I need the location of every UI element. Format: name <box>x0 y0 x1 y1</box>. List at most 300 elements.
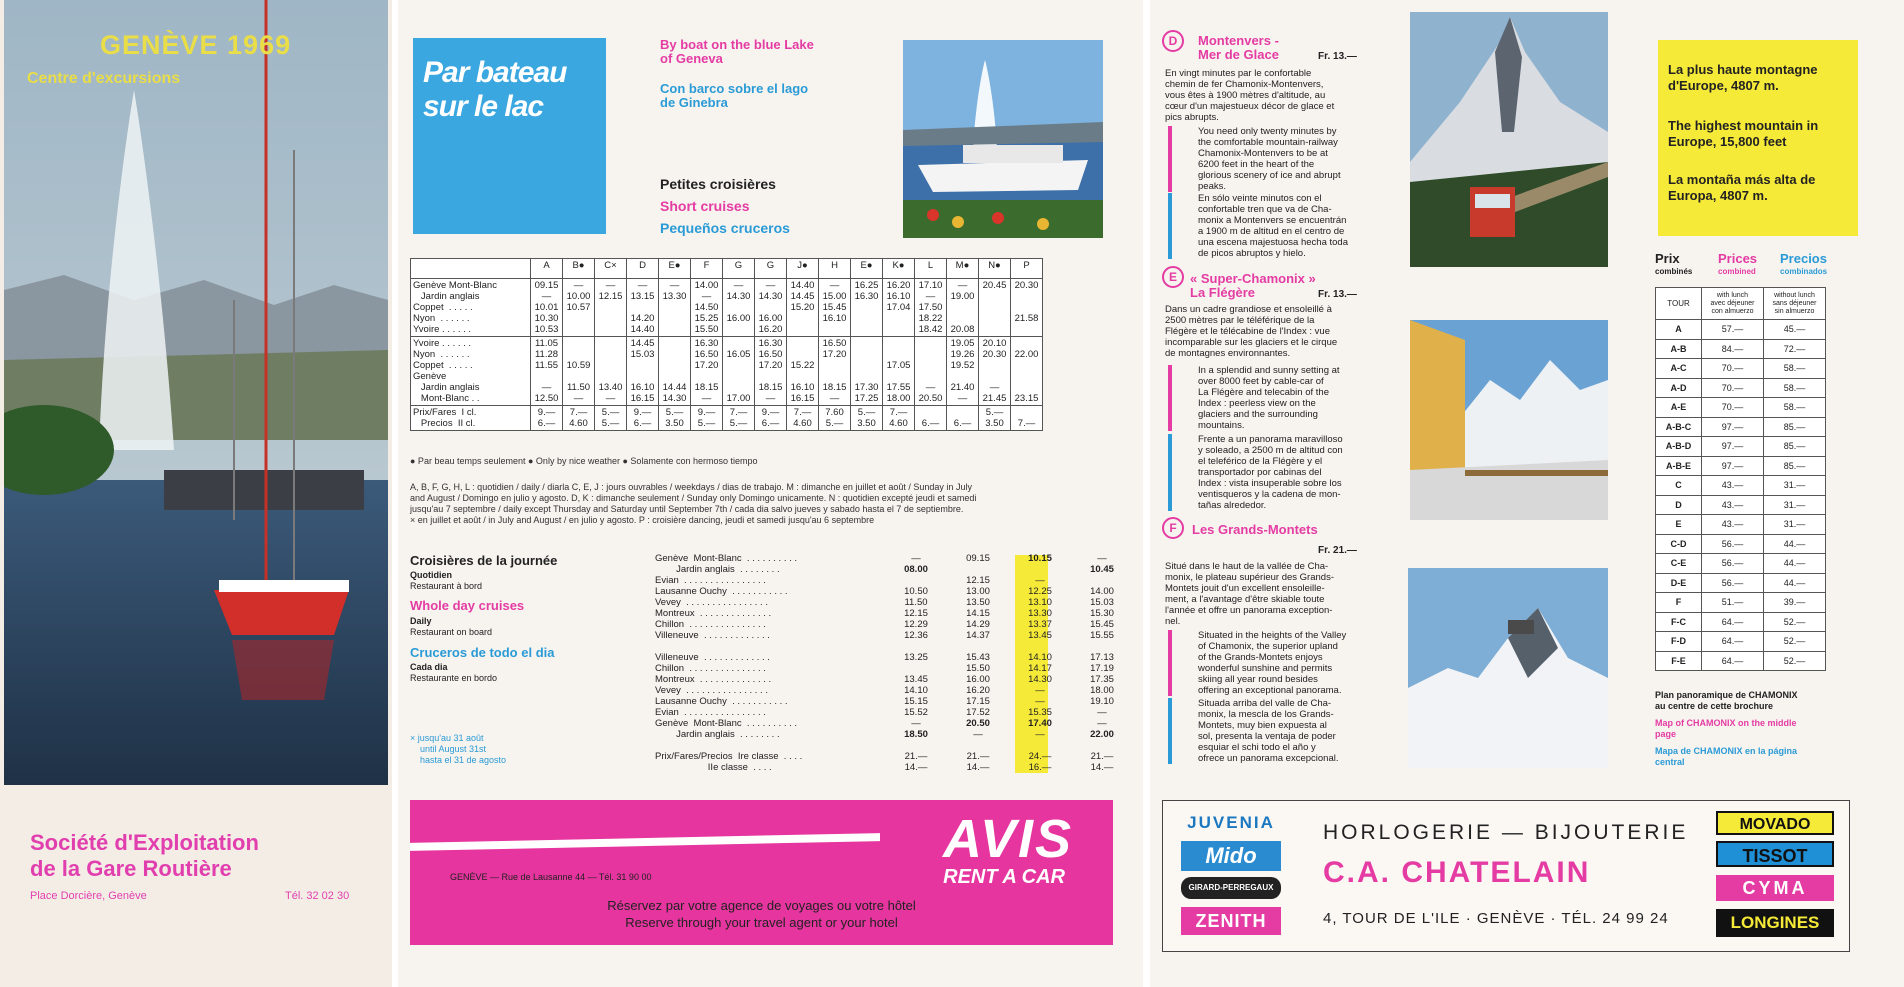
day-footnote-1: × jusqu'au 31 août <box>410 733 484 743</box>
tour-code: A-B <box>1656 339 1702 359</box>
table-row <box>655 586 1133 597</box>
time-cell: 15.43 <box>966 652 990 663</box>
table-cell: 7.60 5.— <box>819 406 851 431</box>
mont-blanc-fr: La plus haute montagne d'Europe, 4807 m. <box>1668 62 1818 93</box>
time-cell: 21.— <box>904 751 928 762</box>
stop-name: IIe classe . . . . <box>655 762 772 773</box>
brand-juvenia: JUVENIA <box>1187 813 1275 832</box>
table-row <box>411 406 1043 431</box>
time-cell: 13.45 <box>1028 630 1052 641</box>
boat-title-line-2: sur le lac <box>423 90 544 123</box>
montenvers-train-photo <box>1410 12 1608 267</box>
excursion-e-text-es: Frente a un panorama maravilloso y soleado, a 2500 m de altitud con el teleférico de la Flégère y el transportador por cabinas del Index : vista insuperable sobre los ventisqueros y la cadena de mon- tañas alrededor. <box>1198 434 1343 511</box>
table-cell: 7.— 4.60 <box>563 406 595 431</box>
price-with-lunch: 56.— <box>1702 573 1764 593</box>
tour-code: A-B-D <box>1656 437 1702 457</box>
stop-name: Jardin anglais . . . . . . . . <box>655 729 780 740</box>
table-row <box>1656 554 1826 574</box>
day-cruise-sub-es-1: Cada dia <box>410 662 448 672</box>
time-cell: 13.37 <box>1028 619 1052 630</box>
time-cell: 17.52 <box>966 707 990 718</box>
time-cell: — <box>911 718 921 729</box>
brand-girard-perregaux: GIRARD-PERREGAUX <box>1181 877 1281 899</box>
day-cruise-sub-es-2: Restaurante en bordo <box>410 673 498 683</box>
short-cruise-table <box>410 258 1043 431</box>
table-header: with lunch avec déjeuner con almuerzo <box>1702 288 1764 320</box>
day-cruise-sub-fr-1: Quotidien <box>410 570 452 580</box>
table-row <box>1656 534 1826 554</box>
day-cruise-sub-fr-2: Restaurant à bord <box>410 581 483 591</box>
day-cruise-title-es: Cruceros de todo el dia <box>410 645 555 660</box>
time-cell: 15.03 <box>1090 597 1114 608</box>
table-cell: — 13.30 <box>659 279 691 337</box>
table-header-row <box>411 259 1043 279</box>
es-marker-bar <box>1168 434 1172 511</box>
tour-code: F-C <box>1656 612 1702 632</box>
price-with-lunch: 70.— <box>1702 359 1764 379</box>
excursion-f-title: Les Grands-Montets <box>1192 522 1318 537</box>
stop-name: Lausanne Ouchy . . . . . . . . . . . <box>655 696 788 707</box>
tour-code: C <box>1656 476 1702 496</box>
table-cell: 14.00 — 14.50 15.25 15.50 <box>691 279 723 337</box>
table-header: D <box>627 259 659 279</box>
table-row <box>655 674 1133 685</box>
table-row <box>1656 651 1826 671</box>
price-with-lunch: 43.— <box>1702 476 1764 496</box>
table-cell: 7.— 5.— <box>723 406 755 431</box>
prices-heading-en: Prices <box>1718 251 1758 266</box>
price-with-lunch: 64.— <box>1702 612 1764 632</box>
table-cell: — 14.30 16.00 <box>723 279 755 337</box>
chamonix-panel <box>1150 0 1904 987</box>
table-header: N● <box>979 259 1011 279</box>
table-header: TOUR <box>1656 288 1702 320</box>
es-marker-bar <box>1168 193 1172 259</box>
time-cell <box>885 663 947 674</box>
stop-name: Genève Mont-Blanc . . . . . . . . . . <box>655 553 798 564</box>
map-note-en-2: page <box>1655 729 1677 739</box>
avis-line-fr: Réservez par votre agence de voyages ou votre hôtel <box>607 898 916 913</box>
table-header-row <box>1656 288 1826 320</box>
time-cell: — <box>1035 729 1045 740</box>
price-with-lunch: 64.— <box>1702 632 1764 652</box>
cover-address: Place Dorcière, Genève <box>30 890 147 902</box>
boat-title-line-1: Par bateau <box>423 56 567 89</box>
price-without-lunch: 58.— <box>1764 359 1826 379</box>
table-row <box>655 729 1133 740</box>
day-footnote-3: hasta el 31 de agosto <box>420 755 507 765</box>
stop-name: Chillon . . . . . . . . . . . . . . . <box>655 663 766 674</box>
avis-advert <box>410 800 1113 945</box>
price-with-lunch: 56.— <box>1702 554 1764 574</box>
excursion-d-text-es: En sólo veinte minutos con el confortable tren que va de Cha- monix a Montenvers se encuentrán a 1900 m de altitud en el centro de una escena majestuosa hecha toda de picos abruptos y hielo. <box>1198 193 1348 259</box>
time-cell: 09.15 <box>966 553 990 564</box>
time-cell <box>885 740 947 751</box>
table-cell: 16.05 17.00 <box>723 337 755 406</box>
time-cell: — <box>1097 553 1107 564</box>
table-row <box>655 751 1133 762</box>
time-cell: 21.— <box>1090 751 1114 762</box>
map-note-fr-2: au centre de cette brochure <box>1655 701 1774 711</box>
table-header: B● <box>563 259 595 279</box>
time-cell: 14.17 <box>1028 663 1052 674</box>
time-cell: 17.40 <box>1028 718 1052 729</box>
price-without-lunch: 72.— <box>1764 339 1826 359</box>
time-cell: 15.50 <box>966 663 990 674</box>
tour-code: A-E <box>1656 398 1702 418</box>
stop-name: Chillon . . . . . . . . . . . . . . . <box>655 619 766 630</box>
day-cruise-title-en: Whole day cruises <box>410 598 525 613</box>
table-cell: 9.— 6.— <box>531 406 563 431</box>
es-marker-bar <box>1168 698 1172 764</box>
tour-code: A <box>1656 320 1702 340</box>
price-without-lunch: 85.— <box>1764 456 1826 476</box>
time-cell: 12.25 <box>1028 586 1052 597</box>
table-cell: 5.— 5.— <box>595 406 627 431</box>
table-row <box>655 619 1133 630</box>
tour-code: A-B-E <box>1656 456 1702 476</box>
stops-outbound: Genève Mont-Blanc Jardin anglais Coppet . . . . . Nyon . . . . . . Yvoire . . . . . . <box>411 279 531 337</box>
time-cell: 15.30 <box>1090 608 1114 619</box>
flegere-terrace-photo <box>1410 320 1608 520</box>
stop-name: Montreux . . . . . . . . . . . . . . <box>655 608 772 619</box>
excursion-d-title: Montenvers - Mer de Glace <box>1198 33 1279 62</box>
time-cell: 24.— <box>1028 751 1052 762</box>
mont-blanc-es: La montaña más alta de Europa, 4807 m. <box>1668 172 1816 203</box>
price-without-lunch: 85.— <box>1764 417 1826 437</box>
stops-price: Prix/Fares I cl. Precios II cl. <box>411 406 531 431</box>
table-row <box>411 279 1043 337</box>
table-row <box>1656 417 1826 437</box>
price-with-lunch: 84.— <box>1702 339 1764 359</box>
day-cruise-sub-en-2: Restaurant on board <box>410 627 493 637</box>
price-with-lunch: 70.— <box>1702 378 1764 398</box>
table-row <box>1656 593 1826 613</box>
excursion-e-text-en: In a splendid and sunny setting at over 8000 feet by cable-car of La Flégère and telecabin of the Index : peerless view on the glaciers and the surrounding mountains. <box>1198 365 1340 431</box>
day-cruise-table <box>655 553 1133 773</box>
price-without-lunch: 44.— <box>1764 534 1826 554</box>
table-header: E● <box>851 259 883 279</box>
time-cell: 13.10 <box>1028 597 1052 608</box>
short-cruise-fr: Petites croisières <box>660 176 776 192</box>
time-cell: 14.— <box>1090 762 1114 773</box>
table-header: without lunch sans déjeuner sin almuerzo <box>1764 288 1826 320</box>
excursion-d-price: Fr. 13.— <box>1318 51 1357 62</box>
time-cell: — <box>1035 575 1045 586</box>
time-cell: 10.50 <box>904 586 928 597</box>
grands-montets-photo <box>1408 568 1608 768</box>
lake-boat-photo <box>903 40 1103 238</box>
mont-blanc-info-box <box>1658 40 1858 236</box>
time-cell: 14.15 <box>966 608 990 619</box>
time-cell: 10.45 <box>1090 564 1114 575</box>
table-row <box>1656 632 1826 652</box>
time-cell: 15.35 <box>1028 707 1052 718</box>
stop-name: Villeneuve . . . . . . . . . . . . . <box>655 630 770 641</box>
time-cell: 15.45 <box>1090 619 1114 630</box>
time-cell: 13.25 <box>904 652 928 663</box>
en-marker-bar <box>1168 365 1172 431</box>
table-row <box>655 597 1133 608</box>
day-cruise-title-fr: Croisières de la journée <box>410 553 558 568</box>
table-cell: 9.— 6.— <box>755 406 787 431</box>
time-cell: 14.00 <box>1090 586 1114 597</box>
time-cell: 14.— <box>904 762 928 773</box>
price-with-lunch: 97.— <box>1702 437 1764 457</box>
price-without-lunch: 44.— <box>1764 573 1826 593</box>
weather-legend: ● Par beau temps seulement ● Only by nice weather ● Solamente con hermoso tiempo <box>410 456 758 466</box>
time-cell: 12.29 <box>904 619 928 630</box>
time-cell: 14.37 <box>966 630 990 641</box>
table-cell: 09.15 — 10.01 10.30 10.53 <box>531 279 563 337</box>
avis-logo: AVIS <box>942 809 1073 869</box>
price-without-lunch: 44.— <box>1764 554 1826 574</box>
time-cell: 17.35 <box>1090 674 1114 685</box>
table-cell: 16.30 16.50 17.20 18.15 — <box>691 337 723 406</box>
company-line-1: Société d'Exploitation <box>30 830 259 855</box>
time-cell: 13.30 <box>1028 608 1052 619</box>
tour-code: A-B-C <box>1656 417 1702 437</box>
time-cell: 14.10 <box>1028 652 1052 663</box>
table-cell: 16.25 16.30 <box>851 279 883 337</box>
excursion-letter-e: E <box>1162 266 1184 288</box>
stop-name: Lausanne Ouchy . . . . . . . . . . . <box>655 586 788 597</box>
stop-name: Prix/Fares/Precios Ire classe . . . . <box>655 751 803 762</box>
table-cell: 17.05 17.55 18.00 <box>883 337 915 406</box>
stop-name: Genève Mont-Blanc . . . . . . . . . . <box>655 718 798 729</box>
table-row <box>1656 437 1826 457</box>
table-cell: 16.20 16.10 17.04 <box>883 279 915 337</box>
time-cell: 17.19 <box>1090 663 1114 674</box>
stop-name <box>655 641 885 652</box>
prices-heading-fr: Prix <box>1655 251 1680 266</box>
schedule-note-2: and August / Domingo en julio y agosto. D, K : dimanche seulement / Sunday only Domingo unicamente. N : quotidien excepté jeudi et samedi <box>410 493 977 503</box>
table-cell: 17.10 — 17.50 18.22 18.42 <box>915 279 947 337</box>
time-cell: — <box>1097 707 1107 718</box>
prices-heading-en-2: combined <box>1718 267 1756 276</box>
table-cell: 16.50 17.20 18.15 — <box>819 337 851 406</box>
tour-code: E <box>1656 515 1702 535</box>
table-row <box>655 685 1133 696</box>
time-cell: 21.— <box>966 751 990 762</box>
time-cell: 13.00 <box>966 586 990 597</box>
stop-name <box>655 740 885 751</box>
avis-line-en: Reserve through your travel agent or your hotel <box>625 915 898 930</box>
boat-title-en: By boat on the blue Lake of Geneva <box>660 37 814 66</box>
tour-code: C-D <box>1656 534 1702 554</box>
avis-tagline: RENT A CAR <box>943 866 1065 888</box>
boat-panel <box>398 0 1143 987</box>
tour-code: A-C <box>1656 359 1702 379</box>
table-row <box>655 718 1133 729</box>
chatelain-advert <box>1162 800 1850 952</box>
time-cell: — <box>911 553 921 564</box>
table-header: G <box>755 259 787 279</box>
map-note-es-2: central <box>1655 757 1685 767</box>
table-row <box>655 575 1133 586</box>
table-cell: 5.— 3.50 <box>851 406 883 431</box>
tour-code: A-D <box>1656 378 1702 398</box>
excursion-letter-d: D <box>1162 30 1184 52</box>
brand-mido: Mido <box>1181 841 1281 871</box>
table-row <box>655 696 1133 707</box>
table-cell: 5.— 3.50 <box>979 406 1011 431</box>
time-cell: 16.20 <box>966 685 990 696</box>
tour-code: F <box>1656 593 1702 613</box>
table-header: M● <box>947 259 979 279</box>
tour-code: C-E <box>1656 554 1702 574</box>
short-cruise-es: Pequeños cruceros <box>660 220 790 236</box>
time-cell <box>1009 564 1071 575</box>
price-without-lunch: 39.— <box>1764 593 1826 613</box>
time-cell <box>1009 641 1071 652</box>
stop-name: Jardin anglais . . . . . . . . <box>655 564 780 575</box>
table-cell: — 13.15 14.20 14.40 <box>627 279 659 337</box>
avis-stripe <box>410 833 880 851</box>
time-cell <box>1071 740 1133 751</box>
time-cell: — <box>1035 696 1045 707</box>
time-cell: 12.15 <box>904 608 928 619</box>
time-cell: 16.— <box>1028 762 1052 773</box>
price-with-lunch: 57.— <box>1702 320 1764 340</box>
excursion-e-title: « Super-Chamonix » La Flégère <box>1190 271 1316 300</box>
table-cell: 15.22 16.10 16.15 <box>787 337 819 406</box>
table-header: G <box>723 259 755 279</box>
table-cell: — 15.00 15.45 16.10 <box>819 279 851 337</box>
time-cell: 12.15 <box>966 575 990 586</box>
stop-name: Evian . . . . . . . . . . . . . . . . <box>655 707 766 718</box>
table-header: C× <box>595 259 627 279</box>
avis-address: GENÈVE — Rue de Lausanne 44 — Tél. 31 90 00 <box>450 872 652 882</box>
table-cell: — 12.15 <box>595 279 627 337</box>
excursion-f-price: Fr. 21.— <box>1318 545 1357 556</box>
cover-title: GENÈVE 1969 <box>100 30 292 60</box>
table-cell: 20.45 <box>979 279 1011 337</box>
time-cell: 15.55 <box>1090 630 1114 641</box>
table-cell: — 14.30 16.00 16.20 <box>755 279 787 337</box>
time-cell <box>885 575 947 586</box>
time-cell: 22.00 <box>1090 729 1114 740</box>
short-cruise-en: Short cruises <box>660 198 750 214</box>
excursion-e-price: Fr. 13.— <box>1318 289 1357 300</box>
table-cell: 14.45 15.03 16.10 16.15 <box>627 337 659 406</box>
stop-name: Villeneuve . . . . . . . . . . . . . <box>655 652 770 663</box>
price-with-lunch: 70.— <box>1702 398 1764 418</box>
excursion-d-text-fr: En vingt minutes par le confortable chemin de fer Chamonix-Montenvers, vous êtes à 1900 mètres d'altitude, au cœur d'un majestueux décor de glace et pics abrupts. <box>1165 68 1335 123</box>
time-cell <box>947 564 1009 575</box>
cover-subtitle: Centre d'excursions <box>27 70 181 87</box>
table-row <box>1656 612 1826 632</box>
excursion-f-text-fr: Situé dans le haut de la vallée de Cha- monix, le plateau supérieur des Grands- Montets jouit d'un excellent ensoleille- ment, a l'avantage d'être skiable toute l'année et offre un panorama exception- nel. <box>1165 561 1334 627</box>
price-without-lunch: 52.— <box>1764 651 1826 671</box>
price-without-lunch: 31.— <box>1764 495 1826 515</box>
time-cell: 08.00 <box>904 564 928 575</box>
table-cell: 10.59 11.50 — <box>563 337 595 406</box>
tour-code: D-E <box>1656 573 1702 593</box>
schedule-note-4: × en juillet et août / in July and August / en julio y agosto. P : croisière dancing, jeudi et samedi jusqu'au 6 septembre <box>410 515 875 525</box>
table-row <box>411 337 1043 406</box>
price-without-lunch: 31.— <box>1764 476 1826 496</box>
prices-heading-es: Precios <box>1780 251 1827 266</box>
price-with-lunch: 43.— <box>1702 515 1764 535</box>
table-row <box>655 630 1133 641</box>
table-row <box>1656 515 1826 535</box>
time-cell: 14.— <box>966 762 990 773</box>
table-cell: 20.30 21.58 <box>1011 279 1043 337</box>
table-cell: 7.— 4.60 <box>883 406 915 431</box>
day-footnote-2: until August 31st <box>420 744 487 754</box>
prices-heading-es-2: combinados <box>1780 267 1828 276</box>
table-cell: 6.— <box>915 406 947 431</box>
time-cell: 10.15 <box>1028 553 1052 564</box>
day-cruise-sub-en-1: Daily <box>410 616 432 626</box>
combined-prices-table <box>1655 287 1826 671</box>
time-cell: 19.10 <box>1090 696 1114 707</box>
table-cell: 19.05 19.26 19.52 21.40 — <box>947 337 979 406</box>
boat-title-box <box>413 38 606 234</box>
table-row <box>1656 398 1826 418</box>
table-row <box>1656 495 1826 515</box>
company-name <box>30 830 259 882</box>
time-cell: 13.45 <box>904 674 928 685</box>
time-cell: 18.50 <box>904 729 928 740</box>
price-without-lunch: 58.— <box>1764 398 1826 418</box>
map-note-en-1: Map of CHAMONIX on the middle <box>1655 718 1797 728</box>
table-cell: 9.— 6.— <box>627 406 659 431</box>
table-row <box>655 740 1133 751</box>
table-cell: 7.— 4.60 <box>787 406 819 431</box>
cover-panel <box>0 0 392 987</box>
price-without-lunch: 31.— <box>1764 515 1826 535</box>
price-with-lunch: 43.— <box>1702 495 1764 515</box>
time-cell: 17.13 <box>1090 652 1114 663</box>
time-cell: 14.29 <box>966 619 990 630</box>
table-row <box>1656 320 1826 340</box>
stop-name: Vevey . . . . . . . . . . . . . . . . <box>655 597 768 608</box>
table-row <box>655 762 1133 773</box>
time-cell: 11.50 <box>904 597 928 608</box>
brand-zenith: ZENITH <box>1181 907 1281 935</box>
time-cell <box>1071 575 1133 586</box>
price-with-lunch: 97.— <box>1702 417 1764 437</box>
schedule-note-3: jusqu'au 7 septembre / daily except Thursday and Saturday until September 7th / cada dia salvo jueves y sabado hasta el 7 de septiembre. <box>410 504 964 514</box>
map-note-fr-1: Plan panoramique de CHAMONIX <box>1655 690 1798 700</box>
price-without-lunch: 58.— <box>1764 378 1826 398</box>
cover-tel: Tél. 32 02 30 <box>285 890 350 902</box>
en-marker-bar <box>1168 126 1172 192</box>
mont-blanc-en: The highest mountain in Europe, 15,800 feet <box>1668 118 1819 149</box>
table-row <box>1656 359 1826 379</box>
excursion-f-text-es: Situada arriba del valle de Cha- monix, la mescla de los Grands- Montets, muy bien expuesta al sol, presenta la ventaja de poder esquiar el schi todo el año y ofrece un panorama excepcional. <box>1198 698 1339 764</box>
table-cell: 14.44 14.30 <box>659 337 691 406</box>
table-header-blank <box>411 259 531 279</box>
table-row <box>1656 573 1826 593</box>
table-row <box>655 641 1133 652</box>
table-cell: 20.10 20.30 — 21.45 <box>979 337 1011 406</box>
prices-heading-fr-2: combinés <box>1655 267 1693 276</box>
time-cell: 14.10 <box>904 685 928 696</box>
map-note-es-1: Mapa de CHAMONIX en la página <box>1655 746 1798 756</box>
table-header: K● <box>883 259 915 279</box>
stops-return: Yvoire . . . . . . Nyon . . . . . . Coppet . . . . . Genève Jardin anglais Mont-Blanc . . <box>411 337 531 406</box>
time-cell: 18.00 <box>1090 685 1114 696</box>
table-cell: 6.— <box>947 406 979 431</box>
table-cell: 16.30 16.50 17.20 18.15 — <box>755 337 787 406</box>
table-row <box>655 608 1133 619</box>
table-cell: — 19.00 20.08 <box>947 279 979 337</box>
tour-code: F-D <box>1656 632 1702 652</box>
geneva-harbour-photo <box>4 0 388 785</box>
